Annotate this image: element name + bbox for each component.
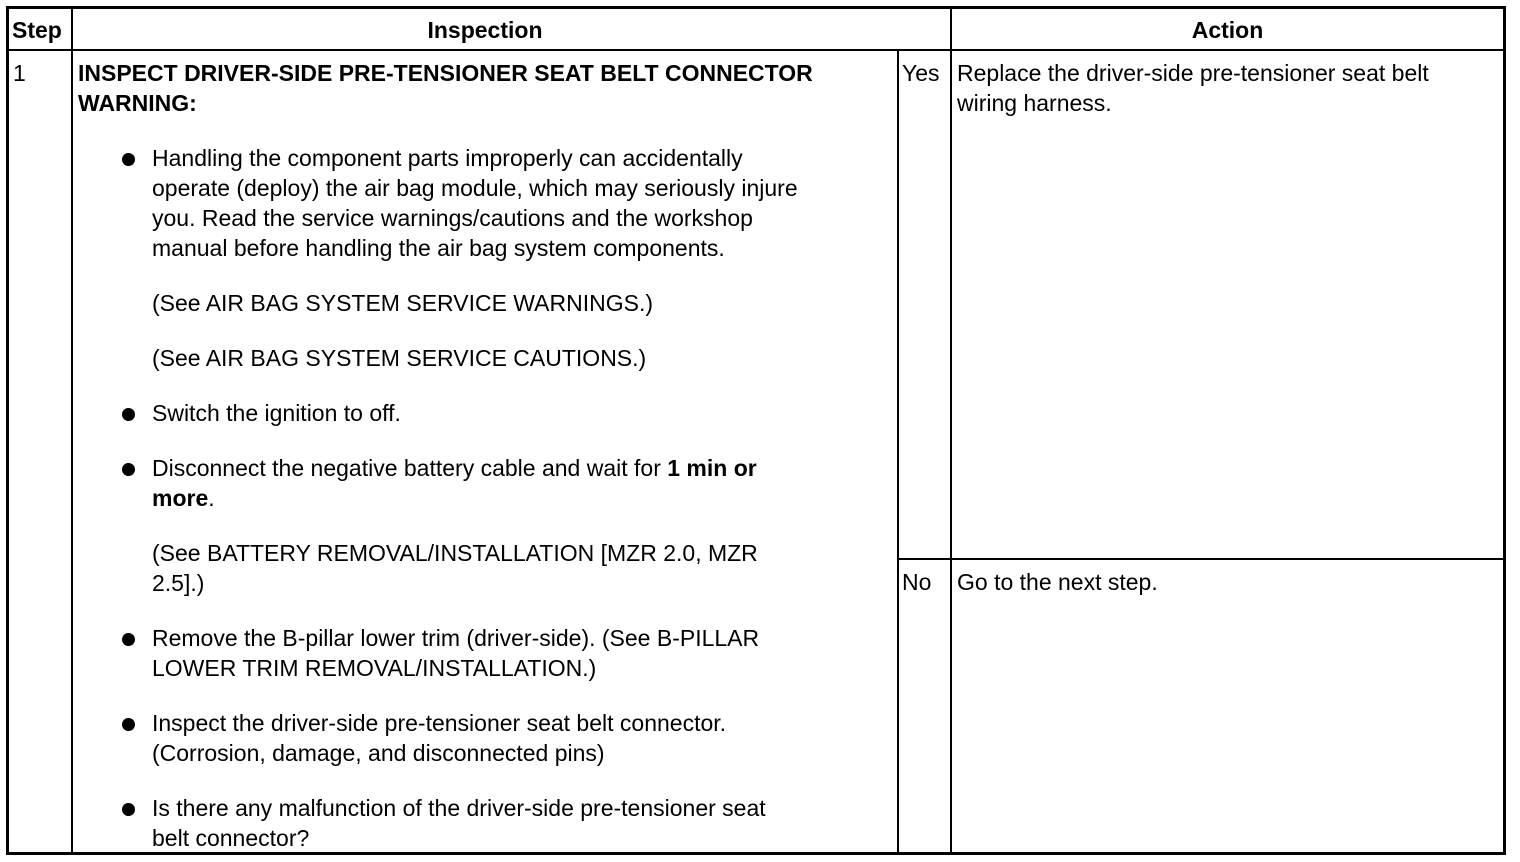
instruction-trim: Remove the B-pillar lower trim (driver-side). (See B-PILLAR (152, 625, 760, 651)
battery-wait-time: 1 min or (667, 455, 757, 481)
instruction-battery (152, 453, 757, 483)
question: belt connector? (152, 825, 310, 851)
bullet-dot (122, 633, 135, 646)
warning-text: Handling the component parts improperly can accidentally (152, 145, 743, 171)
answer-yes: Yes (902, 60, 940, 86)
inspection-title: INSPECT DRIVER-SIDE PRE-TENSIONER SEAT BELT CONNECTOR (78, 60, 813, 86)
instruction-ignition: Switch the ignition to off. (152, 400, 401, 426)
battery-wait-time-cont: more (152, 485, 209, 511)
action-yes: Replace the driver-side pre-tensioner seat belt (957, 60, 1429, 86)
instruction-battery-cont (152, 483, 215, 513)
header-step: Step (12, 17, 62, 43)
bullet-dot (122, 463, 135, 476)
yes-no-divider (897, 558, 1503, 560)
inspection-table (6, 6, 1506, 855)
reference-warnings: (See AIR BAG SYSTEM SERVICE WARNINGS.) (152, 290, 654, 316)
instruction-trim: LOWER TRIM REMOVAL/INSTALLATION.) (152, 655, 597, 681)
reference-battery: (See BATTERY REMOVAL/INSTALLATION [MZR 2.0, MZR (152, 540, 758, 566)
warning-text: you. Read the service warnings/cautions and the workshop (152, 205, 753, 231)
header-divider (9, 49, 1503, 51)
warning-label: WARNING: (78, 90, 197, 116)
instruction-inspect: Inspect the driver-side pre-tensioner seat belt connector. (152, 710, 727, 736)
warning-text: operate (deploy) the air bag module, which may seriously injure (152, 175, 798, 201)
instruction-inspect: (Corrosion, damage, and disconnected pins) (152, 740, 605, 766)
reference-battery: 2.5].) (152, 570, 205, 596)
reference-cautions: (See AIR BAG SYSTEM SERVICE CAUTIONS.) (152, 345, 647, 371)
divider-step-inspection (71, 9, 73, 852)
battery-text: Disconnect the negative battery cable and wait for (152, 455, 668, 481)
question: Is there any malfunction of the driver-side pre-tensioner seat (152, 795, 766, 821)
divider-answer-action (950, 9, 952, 852)
action-yes: wiring harness. (957, 90, 1112, 116)
bullet-dot (122, 153, 135, 166)
bullet-dot (122, 408, 135, 421)
battery-text-end: . (208, 485, 215, 511)
bullet-dot (122, 718, 135, 731)
header-action: Action (1191, 17, 1264, 43)
action-no: Go to the next step. (957, 569, 1158, 595)
warning-text: manual before handling the air bag system components. (152, 235, 725, 261)
divider-inspection-answer (897, 49, 899, 852)
answer-no: No (902, 569, 932, 595)
header-inspection: Inspection (427, 17, 543, 43)
bullet-dot (122, 803, 135, 816)
step-number: 1 (13, 60, 26, 86)
